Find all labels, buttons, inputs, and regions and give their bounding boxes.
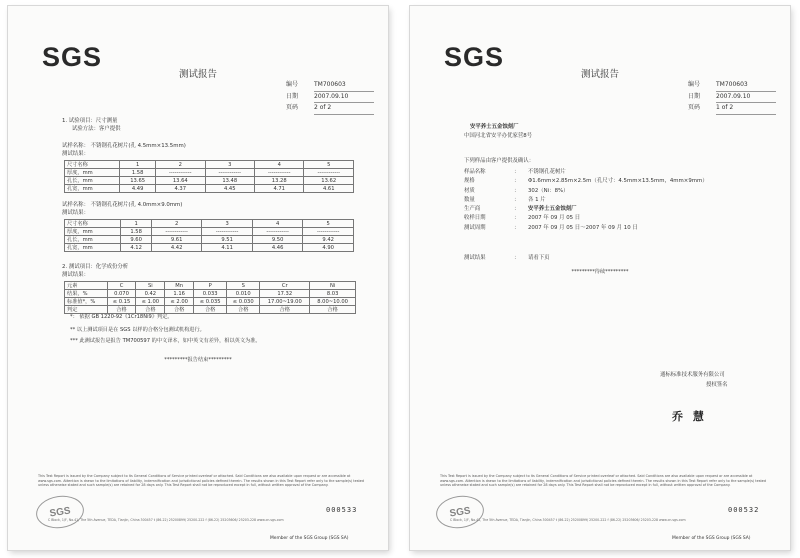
table-header-cell: P <box>194 282 227 290</box>
meta-label: 编号 <box>688 81 701 88</box>
table-cell: 合格 <box>136 306 165 314</box>
field-label: 生产商 <box>464 206 481 213</box>
table-cell: 9.61 <box>151 236 202 244</box>
table-cell: 1.58 <box>120 169 156 177</box>
continued-mark: *********待续********* <box>571 269 629 275</box>
sample-1-result-label: 测试结果： <box>62 151 89 157</box>
page-title: 测试报告 <box>580 69 619 80</box>
table-cell: 13.28 <box>254 177 303 185</box>
table-row <box>65 306 356 314</box>
table-header-row <box>65 220 354 228</box>
signature: 乔 慧 <box>672 410 707 423</box>
table-cell: 合格 <box>260 306 310 314</box>
table-cell: 13.64 <box>156 177 205 185</box>
table-cell: 0.033 <box>194 290 227 298</box>
field-value: 不锈钢孔花树片 <box>528 169 566 175</box>
table-cell: 8.03 <box>310 290 356 298</box>
table-header-cell: 4 <box>252 220 303 228</box>
report-page-1 <box>410 6 790 550</box>
table-cell: 4.90 <box>303 244 354 252</box>
authorized-signatory-label: 授权签名 <box>706 382 728 388</box>
meta-value: 1 of 2 <box>716 103 776 115</box>
table-cell: 孔宽，mm <box>65 185 120 193</box>
table-cell: 4.71 <box>254 185 303 193</box>
table-header-cell: 1 <box>121 220 151 228</box>
table-row <box>65 185 354 193</box>
section-1-method: 试验方法：客户提供 <box>72 126 121 132</box>
sgs-seal-icon: SGS <box>34 493 86 531</box>
sgs-logo: SGS <box>42 42 103 72</box>
table-cell: 判定 <box>65 306 108 314</box>
table-cell: 13.48 <box>205 177 254 185</box>
company-address: C Block, 1/F, No.41, The 5th Avenue, TEDA, Tianjin, China 300457 t (86-22) 25200899/ 25200-222 f (86-22) 25203606/ 25203-228 www.cn.sgs.com <box>450 518 686 522</box>
field-value: 2007 年 09 月 05 日 <box>528 215 581 222</box>
table-header-cell: Mn <box>165 282 194 290</box>
note-translation: *** 此测试报告是报告 TM700597 的中文译本，如中英文有差异，相以英文为准。 <box>70 338 261 344</box>
table-cell: 4.37 <box>156 185 205 193</box>
legal-footer <box>440 474 770 488</box>
table-cell: 4.42 <box>151 244 202 252</box>
table-cell: 厚度，mm <box>65 169 120 177</box>
meta-value: 2007.09.10 <box>314 92 374 104</box>
sample-2-result-label: 测试结果： <box>62 210 89 216</box>
meta-label: 日期 <box>286 92 299 100</box>
client-name: 安平养士五金蚀刻厂 <box>470 124 519 130</box>
report-meta <box>286 80 374 115</box>
table-row <box>65 236 354 244</box>
report-end-mark: *********报告结束********* <box>164 357 232 363</box>
meta-label: 页码 <box>688 104 701 111</box>
field-label: 测试周期 <box>464 224 486 231</box>
table-cell: ------------ <box>202 228 253 236</box>
meta-value: TM700603 <box>716 80 776 92</box>
table-cell: ------------ <box>303 228 354 236</box>
table-cell: 0.010 <box>227 290 260 298</box>
member-line: Member of the SGS Group (SGS SA) <box>672 536 751 541</box>
table-header-cell: 5 <box>303 220 354 228</box>
company-address: C Block, 1/F, No.41, The 5th Avenue, TEDA, Tianjin, China 300457 t (86-22) 25200899/ 25200-222 f (86-22) 25203606/ 25203-228 www.cn.sgs.com <box>48 518 284 522</box>
field-value: 请看下页 <box>528 255 550 261</box>
sgs-seal-icon: SGS <box>434 493 486 531</box>
field-label: 规格 <box>464 178 475 185</box>
table-cell: 9.42 <box>303 236 354 244</box>
client-address: 中国河北省安平办优家营8号 <box>464 133 533 139</box>
note-subcontract: ** 以上测试项目是在 SGS 以样的合格分包测试机构进行。 <box>70 327 205 333</box>
field-label: 测试结果 <box>464 255 486 261</box>
table-cell: 合格 <box>310 306 356 314</box>
table-header-cell: Cr <box>260 282 310 290</box>
meta-row-date <box>688 92 776 104</box>
table-cell: 合格 <box>107 306 136 314</box>
meta-label: 日期 <box>688 92 701 100</box>
table-cell: ------------ <box>156 169 205 177</box>
table-cell: 17.32 <box>260 290 310 298</box>
meta-row-number <box>286 80 374 92</box>
table-header-cell: C <box>107 282 136 290</box>
meta-value: 2 of 2 <box>314 103 374 115</box>
table-header-cell: 2 <box>151 220 202 228</box>
section-2-heading: 2. 测试项目：化学成份分析 <box>62 264 129 270</box>
table-header-cell: 尺寸名称 <box>65 220 121 228</box>
field-row: 样品名称 ： 不锈钢孔花树片 <box>464 168 708 177</box>
table-cell: 8.00~10.00 <box>310 298 356 306</box>
table-header-row <box>65 161 354 169</box>
table-row <box>65 177 354 185</box>
table-header-cell: Si <box>136 282 165 290</box>
table-cell: 孔宽，mm <box>65 244 121 252</box>
table-cell: ------------ <box>304 169 354 177</box>
section-2-result-label: 测试结果： <box>62 272 89 278</box>
field-row: 规格 ： Φ1.6mm×2.85m×2.5m（孔尺寸：4.5mm×13.5mm，4mm×9mm） <box>464 177 708 186</box>
table-header-cell: 5 <box>304 161 354 169</box>
field-row: 生产商 ： 安平养士五金蚀刻厂 <box>464 205 708 214</box>
meta-label: 编号 <box>286 81 299 88</box>
table-header-cell: 3 <box>202 220 253 228</box>
field-row: 测试结果 ： 请看下页 <box>464 254 550 263</box>
table-cell: 合格 <box>227 306 260 314</box>
dimension-table-2 <box>64 219 354 252</box>
issuing-company: 通标标准技术服务有限公司 <box>660 372 725 378</box>
table-cell: ------------ <box>205 169 254 177</box>
field-label: 材质 <box>464 187 475 194</box>
table-row <box>65 228 354 236</box>
chemical-table <box>64 281 356 314</box>
table-cell: ≤ 2.00 <box>165 298 194 306</box>
table-header-cell: 元素 <box>65 282 108 290</box>
table-cell: 9.60 <box>121 236 151 244</box>
note-standard: *： 依据 GB 1220-92《1Cr18Ni9》判定。 <box>70 314 173 320</box>
table-header-cell: 2 <box>156 161 205 169</box>
table-header-cell: 3 <box>205 161 254 169</box>
table-cell: 13.62 <box>304 177 354 185</box>
table-cell: 4.11 <box>202 244 253 252</box>
table-cell: 孔长，mm <box>65 236 121 244</box>
table-cell: 结果，% <box>65 290 108 298</box>
field-label: 数量 <box>464 196 475 203</box>
table-cell: ------------ <box>151 228 202 236</box>
table-cell: 4.46 <box>252 244 303 252</box>
field-row: 数量 ： 各 1 片 <box>464 196 708 205</box>
meta-row-number <box>688 80 776 92</box>
table-cell: ≤ 0.035 <box>194 298 227 306</box>
dimension-table-1 <box>64 160 354 193</box>
page-title: 测试报告 <box>178 69 217 80</box>
table-header-cell: Ni <box>310 282 356 290</box>
field-row: 测试周期 ： 2007 年 09 月 05 日～2007 年 09 月 10 日 <box>464 224 708 233</box>
table-cell: ≤ 0.15 <box>107 298 136 306</box>
table-header-cell: 1 <box>120 161 156 169</box>
table-cell: 4.49 <box>120 185 156 193</box>
table-cell: 4.45 <box>205 185 254 193</box>
table-cell: ≤ 0.030 <box>227 298 260 306</box>
sample-intro: 下列样品由客户提供及确认： <box>464 158 535 164</box>
field-value: 各 1 片 <box>528 196 546 203</box>
meta-label: 页码 <box>286 104 299 111</box>
report-meta <box>688 80 776 115</box>
table-header-cell: 尺寸名称 <box>65 161 120 169</box>
table-cell: ------------ <box>254 169 303 177</box>
table-cell: 0.070 <box>107 290 136 298</box>
section-1-heading: 1. 试验项目：尺寸测量 <box>62 118 118 124</box>
table-row <box>65 298 356 306</box>
table-cell: 13.65 <box>120 177 156 185</box>
table-cell: 9.50 <box>252 236 303 244</box>
field-value: 安平养士五金蚀刻厂 <box>528 206 577 213</box>
meta-row-date <box>286 92 374 104</box>
sgs-logo: SGS <box>444 42 505 72</box>
legal-footer <box>38 474 368 488</box>
table-cell: 0.42 <box>136 290 165 298</box>
table-cell: 1.16 <box>165 290 194 298</box>
member-line: Member of the SGS Group (SGS SA) <box>270 536 349 541</box>
table-cell: ------------ <box>252 228 303 236</box>
field-row: 材质 ： 302（Ni：8%） <box>464 187 708 196</box>
legal-footer-text: This Test Report is issued by the Company subject to its General Conditions of Service printed overleaf or attached. Said Conditions are also available upon request or are accessible at www.sgs.com. Attention is drawn to the limitations of liability, indemnification and jurisdictional policies defined therein. The results shown in this Test Report refer only to the sample(s) tested unless otherwise stated and such sample(s) are retained for 28 days only. This Test Report shall not be reproduced except in full, without written approval of the Company. <box>38 474 365 488</box>
table-cell: 4.12 <box>121 244 151 252</box>
sample-1-label: 试样名称： 不锈钢孔花树片(孔 4.5mm×13.5mm) <box>62 143 186 149</box>
table-cell: 17.00~19.00 <box>260 298 310 306</box>
table-row <box>65 290 356 298</box>
field-value: Φ1.6mm×2.85m×2.5m（孔尺寸：4.5mm×13.5mm，4mm×9mm） <box>528 178 708 185</box>
meta-row-page <box>688 103 776 115</box>
table-header-cell: 4 <box>254 161 303 169</box>
meta-row-page <box>286 103 374 115</box>
table-row <box>65 244 354 252</box>
test-result <box>464 254 550 263</box>
meta-value: 2007.09.10 <box>716 92 776 104</box>
report-page-2 <box>8 6 388 550</box>
table-cell: 孔长，mm <box>65 177 120 185</box>
table-cell: 标准值*，% <box>65 298 108 306</box>
field-value: 302（Ni：8%） <box>528 187 569 194</box>
sample-2-label: 试样名称： 不锈钢孔花树片(孔 4.0mm×9.0mm) <box>62 202 183 208</box>
table-cell: 合格 <box>194 306 227 314</box>
table-header-row <box>65 282 356 290</box>
table-cell: ≤ 1.00 <box>136 298 165 306</box>
field-label: 收样日期 <box>464 215 486 222</box>
meta-value: TM700603 <box>314 80 374 92</box>
table-cell: 合格 <box>165 306 194 314</box>
sample-info <box>464 168 708 233</box>
field-row: 收样日期 ： 2007 年 09 月 05 日 <box>464 214 708 223</box>
table-row <box>65 169 354 177</box>
table-cell: 1.58 <box>121 228 151 236</box>
table-cell: 厚度，mm <box>65 228 121 236</box>
serial-number: 000532 <box>728 506 760 514</box>
table-cell: 9.51 <box>202 236 253 244</box>
table-header-cell: S <box>227 282 260 290</box>
field-label: 样品名称 <box>464 169 486 175</box>
legal-footer-text: This Test Report is issued by the Company subject to its General Conditions of Service printed overleaf or attached. Said Conditions are also available upon request or are accessible at www.sgs.com. Attention is drawn to the limitations of liability, indemnification and jurisdictional policies defined therein. The results shown in this Test Report refer only to the sample(s) tested unless otherwise stated and such sample(s) are retained for 28 days only. This Test Report shall not be reproduced except in full, without written approval of the Company. <box>440 474 767 488</box>
field-value: 2007 年 09 月 05 日～2007 年 09 月 10 日 <box>528 224 638 231</box>
serial-number: 000533 <box>326 506 358 514</box>
table-cell: 4.61 <box>304 185 354 193</box>
